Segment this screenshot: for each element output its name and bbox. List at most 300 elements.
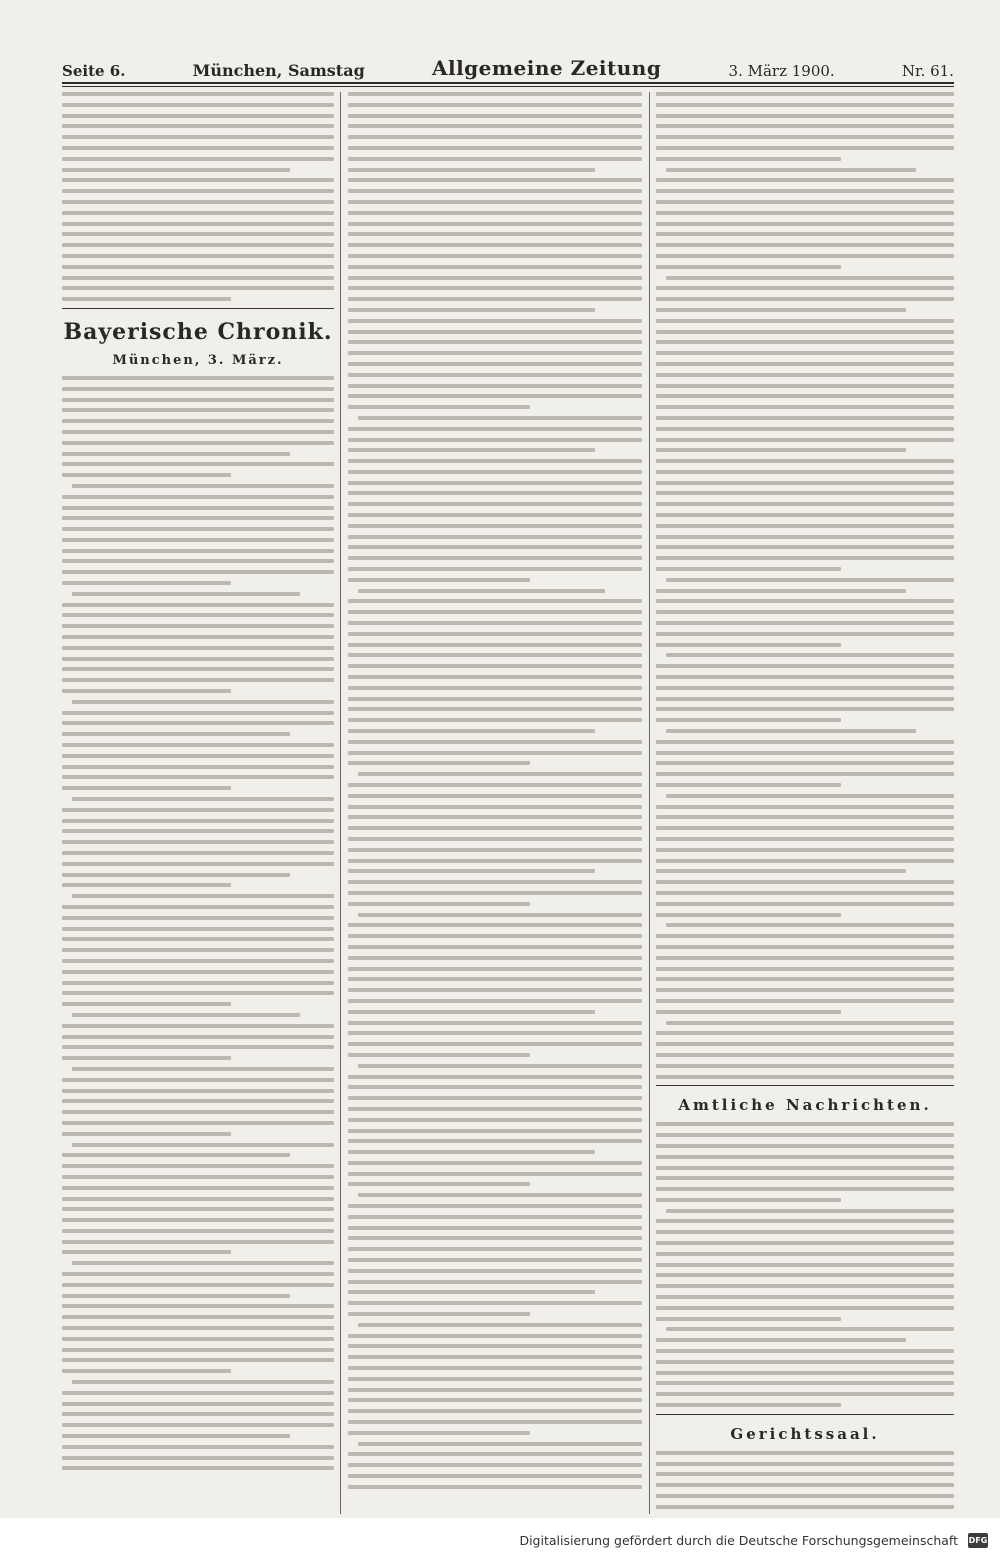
text-line (656, 1155, 954, 1159)
text-line (72, 592, 300, 596)
text-line (656, 707, 954, 711)
text-line (62, 775, 334, 779)
text-line (62, 506, 334, 510)
text-line (62, 613, 334, 617)
text-line (348, 362, 642, 366)
text-line (62, 1358, 334, 1362)
text-line (656, 1031, 954, 1035)
text-line (62, 1056, 231, 1060)
text-line (656, 157, 841, 161)
funding-credit: Digitalisierung gefördert durch die Deutsche Forschungsgemeinschaft (519, 1533, 958, 1548)
text-line (656, 1176, 954, 1180)
text-line (62, 516, 334, 520)
text-line (62, 276, 334, 280)
text-line (62, 1078, 334, 1082)
text-line (348, 189, 642, 193)
text-line (348, 783, 642, 787)
text-line (656, 146, 954, 150)
text-line (666, 923, 954, 927)
text-line (62, 462, 334, 466)
text-line (656, 599, 954, 603)
text-line (62, 1445, 334, 1449)
text-line (62, 927, 334, 931)
text-line (348, 157, 642, 161)
text-line (348, 815, 642, 819)
text-line (656, 319, 954, 323)
text-line (348, 1236, 642, 1240)
text-line (348, 675, 642, 679)
text-line (656, 1392, 954, 1396)
masthead (62, 50, 954, 80)
text-line (348, 794, 642, 798)
text-line (72, 1261, 334, 1265)
text-line (656, 1075, 954, 1079)
text-line (72, 797, 334, 801)
text-line (656, 135, 954, 139)
text-line (62, 624, 334, 628)
text-line (348, 1290, 595, 1294)
text-line (348, 384, 642, 388)
text-line (62, 991, 334, 995)
text-line (656, 567, 841, 571)
text-line (656, 1381, 954, 1385)
text-line (348, 1085, 642, 1089)
text-line (656, 1263, 954, 1267)
text-line (348, 232, 642, 236)
section-divider (656, 1085, 954, 1086)
text-line (656, 265, 841, 269)
text-line (348, 891, 642, 895)
text-line (62, 1294, 290, 1298)
text-line (656, 384, 954, 388)
text-line (62, 1207, 334, 1211)
text-line (348, 1485, 642, 1489)
issue-number: Nr. 61. (901, 62, 954, 80)
text-line (62, 222, 334, 226)
text-line (62, 1412, 334, 1416)
text-line (656, 697, 954, 701)
text-line (72, 1067, 334, 1071)
text-line (348, 1226, 642, 1230)
text-line (656, 1064, 954, 1068)
text-line (656, 999, 954, 1003)
text-line (62, 1250, 231, 1254)
text-line (62, 970, 334, 974)
text-line (656, 880, 954, 884)
text-line (62, 581, 231, 585)
text-line (348, 211, 642, 215)
text-line (348, 114, 642, 118)
text-line (62, 1197, 334, 1201)
text-line (656, 1284, 954, 1288)
text-line (348, 632, 642, 636)
text-line (62, 1240, 334, 1244)
text-line (656, 211, 954, 215)
text-line (656, 405, 954, 409)
text-line (656, 805, 954, 809)
text-line (62, 1186, 334, 1190)
text-line (656, 448, 906, 452)
text-line (348, 1042, 642, 1046)
text-line (62, 1024, 334, 1028)
text-line (62, 1391, 334, 1395)
text-line (62, 297, 231, 301)
text-line (62, 135, 334, 139)
text-line (348, 1247, 642, 1251)
text-line (656, 1306, 954, 1310)
text-line (62, 232, 334, 236)
text-line (62, 1132, 231, 1136)
text-line (62, 1164, 334, 1168)
text-line (348, 1118, 642, 1122)
text-line (348, 1452, 642, 1456)
text-line (348, 427, 642, 431)
text-line (656, 297, 954, 301)
chronicle-dateline: München, 3. März. (112, 352, 284, 368)
text-line (656, 286, 954, 290)
text-line (348, 459, 642, 463)
text-line (62, 103, 334, 107)
text-line (656, 438, 954, 442)
article-text (62, 376, 334, 1470)
text-line (62, 92, 334, 96)
text-line (358, 1323, 642, 1327)
text-line (656, 967, 954, 971)
text-line (62, 473, 231, 477)
text-line (348, 286, 642, 290)
article-text (656, 1122, 954, 1407)
text-line (656, 1462, 954, 1466)
text-line (656, 772, 954, 776)
text-line (62, 667, 334, 671)
text-line (62, 721, 334, 725)
text-line (62, 732, 290, 736)
section-heading-official-news: Amtliche Nachrichten. (678, 1096, 932, 1115)
text-line (62, 1337, 334, 1341)
text-line (62, 146, 334, 150)
text-line (348, 707, 642, 711)
text-line (348, 880, 642, 884)
text-line (62, 408, 334, 412)
text-line (348, 319, 642, 323)
text-line (62, 1229, 334, 1233)
text-line (656, 200, 954, 204)
text-line (348, 438, 642, 442)
text-line (62, 157, 334, 161)
text-line (348, 729, 595, 733)
text-line (656, 1505, 954, 1509)
text-line (358, 1064, 642, 1068)
text-line (62, 1110, 334, 1114)
text-line (656, 1166, 954, 1170)
text-line (656, 351, 954, 355)
text-line (348, 643, 642, 647)
newspaper-title: Allgemeine Zeitung (431, 56, 662, 80)
text-line (666, 1021, 954, 1025)
text-line (656, 1403, 841, 1407)
text-line (62, 254, 334, 258)
text-line (348, 826, 642, 830)
text-line (666, 168, 916, 172)
text-line (656, 1122, 954, 1126)
text-line (62, 1272, 334, 1276)
text-line (62, 1304, 334, 1308)
text-line (358, 913, 642, 917)
text-line (348, 502, 642, 506)
text-line (72, 700, 334, 704)
text-line (348, 545, 642, 549)
text-line (348, 697, 642, 701)
text-line (656, 945, 954, 949)
text-line (62, 603, 334, 607)
text-line (656, 340, 954, 344)
text-line (348, 923, 642, 927)
text-line (62, 549, 334, 553)
text-line (348, 945, 642, 949)
text-line (656, 848, 954, 852)
text-line (348, 1172, 642, 1176)
text-line (656, 1472, 954, 1476)
text-line (656, 373, 954, 377)
text-line (666, 276, 954, 280)
text-line (656, 1349, 954, 1353)
text-line (348, 1388, 642, 1392)
text-line (62, 819, 334, 823)
text-line (656, 621, 954, 625)
text-line (348, 1258, 642, 1262)
text-line (62, 678, 334, 682)
text-line (348, 330, 642, 334)
text-line (656, 491, 954, 495)
page-number: Seite 6. (62, 62, 126, 80)
text-line (656, 362, 954, 366)
text-line (62, 168, 290, 172)
text-line (62, 387, 334, 391)
masthead-place: München, Samstag (192, 61, 365, 80)
text-line (348, 761, 530, 765)
text-line (62, 840, 334, 844)
text-line (62, 1466, 334, 1470)
text-line (62, 765, 334, 769)
text-line (62, 786, 231, 790)
text-line (348, 610, 642, 614)
text-line (348, 340, 642, 344)
text-line (656, 308, 906, 312)
text-line (62, 1456, 334, 1460)
text-line (656, 902, 954, 906)
text-line (656, 1219, 954, 1223)
text-line (656, 859, 954, 863)
text-line (358, 1442, 642, 1446)
text-line (656, 783, 841, 787)
text-line (656, 826, 954, 830)
text-line (348, 653, 642, 657)
text-line (62, 883, 231, 887)
text-line (348, 751, 642, 755)
text-line (348, 988, 642, 992)
text-line (62, 1402, 334, 1406)
text-line (348, 373, 642, 377)
text-line (348, 869, 595, 873)
text-line (348, 1182, 530, 1186)
text-line (348, 977, 642, 981)
text-line (656, 545, 954, 549)
text-line (348, 1150, 595, 1154)
text-line (348, 902, 530, 906)
text-line (348, 276, 642, 280)
text-line (348, 1129, 642, 1133)
text-line (62, 265, 334, 269)
text-line (656, 815, 954, 819)
text-line (656, 1295, 954, 1299)
text-line (348, 967, 642, 971)
text-line (656, 1338, 906, 1342)
text-line (62, 178, 334, 182)
text-line (348, 146, 642, 150)
text-line (656, 254, 954, 258)
masthead-rule-thin (62, 86, 954, 87)
text-line (656, 222, 954, 226)
text-line (62, 1035, 334, 1039)
issue-date: 3. März 1900. (728, 62, 835, 80)
text-line (62, 527, 334, 531)
text-line (62, 419, 334, 423)
text-line (348, 1409, 642, 1413)
text-line (656, 1371, 954, 1375)
text-line (656, 740, 954, 744)
text-line (72, 1013, 300, 1017)
text-line (62, 1434, 290, 1438)
text-line (72, 1380, 334, 1384)
text-line (348, 1301, 642, 1305)
text-line (656, 470, 954, 474)
text-line (62, 754, 334, 758)
text-line (358, 589, 605, 593)
text-line (62, 1089, 334, 1093)
text-line (62, 376, 334, 380)
text-line (656, 513, 954, 517)
text-line (348, 491, 642, 495)
text-line (62, 851, 334, 855)
text-line (62, 916, 334, 920)
text-line (348, 351, 642, 355)
text-line (656, 1133, 954, 1137)
text-line (656, 1494, 954, 1498)
text-line (348, 805, 642, 809)
text-line (348, 513, 642, 517)
text-line (348, 837, 642, 841)
text-line (348, 567, 642, 571)
text-line (62, 873, 290, 877)
text-line (62, 905, 334, 909)
text-line (348, 934, 642, 938)
text-line (62, 635, 334, 639)
text-line (62, 862, 334, 866)
text-line (348, 394, 642, 398)
text-line (656, 427, 954, 431)
text-line (656, 1451, 954, 1455)
text-line (656, 114, 954, 118)
text-line (62, 286, 334, 290)
text-line (62, 441, 334, 445)
article-text (348, 92, 642, 1489)
text-line (348, 1280, 642, 1284)
text-line (348, 1075, 642, 1079)
column-2 (348, 92, 642, 1514)
text-line (62, 200, 334, 204)
article-text (656, 1451, 954, 1514)
text-line (348, 124, 642, 128)
text-line (348, 243, 642, 247)
text-line (656, 1053, 954, 1057)
text-line (656, 1360, 954, 1364)
text-line (62, 711, 334, 715)
text-line (348, 1463, 642, 1467)
text-line (348, 1344, 642, 1348)
text-line (348, 405, 530, 409)
text-line (656, 837, 954, 841)
text-line (348, 740, 642, 744)
text-line (656, 1241, 954, 1245)
text-line (656, 189, 954, 193)
text-line (62, 937, 334, 941)
text-line (656, 1010, 841, 1014)
text-line (656, 869, 906, 873)
text-line (62, 948, 334, 952)
text-line (656, 330, 954, 334)
column-divider (649, 92, 650, 1514)
text-line (656, 1317, 841, 1321)
text-line (62, 1045, 334, 1049)
text-line (62, 1175, 334, 1179)
text-line (656, 589, 906, 593)
text-line (62, 1423, 334, 1427)
text-line (348, 1139, 642, 1143)
text-line (656, 632, 954, 636)
text-line (348, 135, 642, 139)
text-line (62, 452, 290, 456)
text-line (666, 1327, 954, 1331)
text-line (62, 1315, 334, 1319)
text-line (656, 751, 954, 755)
text-line (62, 243, 334, 247)
text-line (348, 265, 642, 269)
text-line (666, 1209, 954, 1213)
text-line (656, 416, 954, 420)
text-line (62, 959, 334, 963)
text-line (348, 1215, 642, 1219)
text-line (62, 1218, 334, 1222)
text-line (62, 1002, 231, 1006)
text-line (348, 1398, 642, 1402)
text-line (348, 1355, 642, 1359)
text-line (656, 124, 954, 128)
text-line (348, 1053, 530, 1057)
text-line (656, 524, 954, 528)
text-line (62, 1348, 334, 1352)
text-line (62, 559, 334, 563)
text-line (348, 254, 642, 258)
text-line (656, 1273, 954, 1277)
text-line (656, 1483, 954, 1487)
text-line (656, 1198, 841, 1202)
column-3 (656, 92, 954, 1514)
text-line (656, 1144, 954, 1148)
text-line (348, 664, 642, 668)
text-line (656, 977, 954, 981)
text-line (62, 570, 334, 574)
text-line (348, 1366, 642, 1370)
